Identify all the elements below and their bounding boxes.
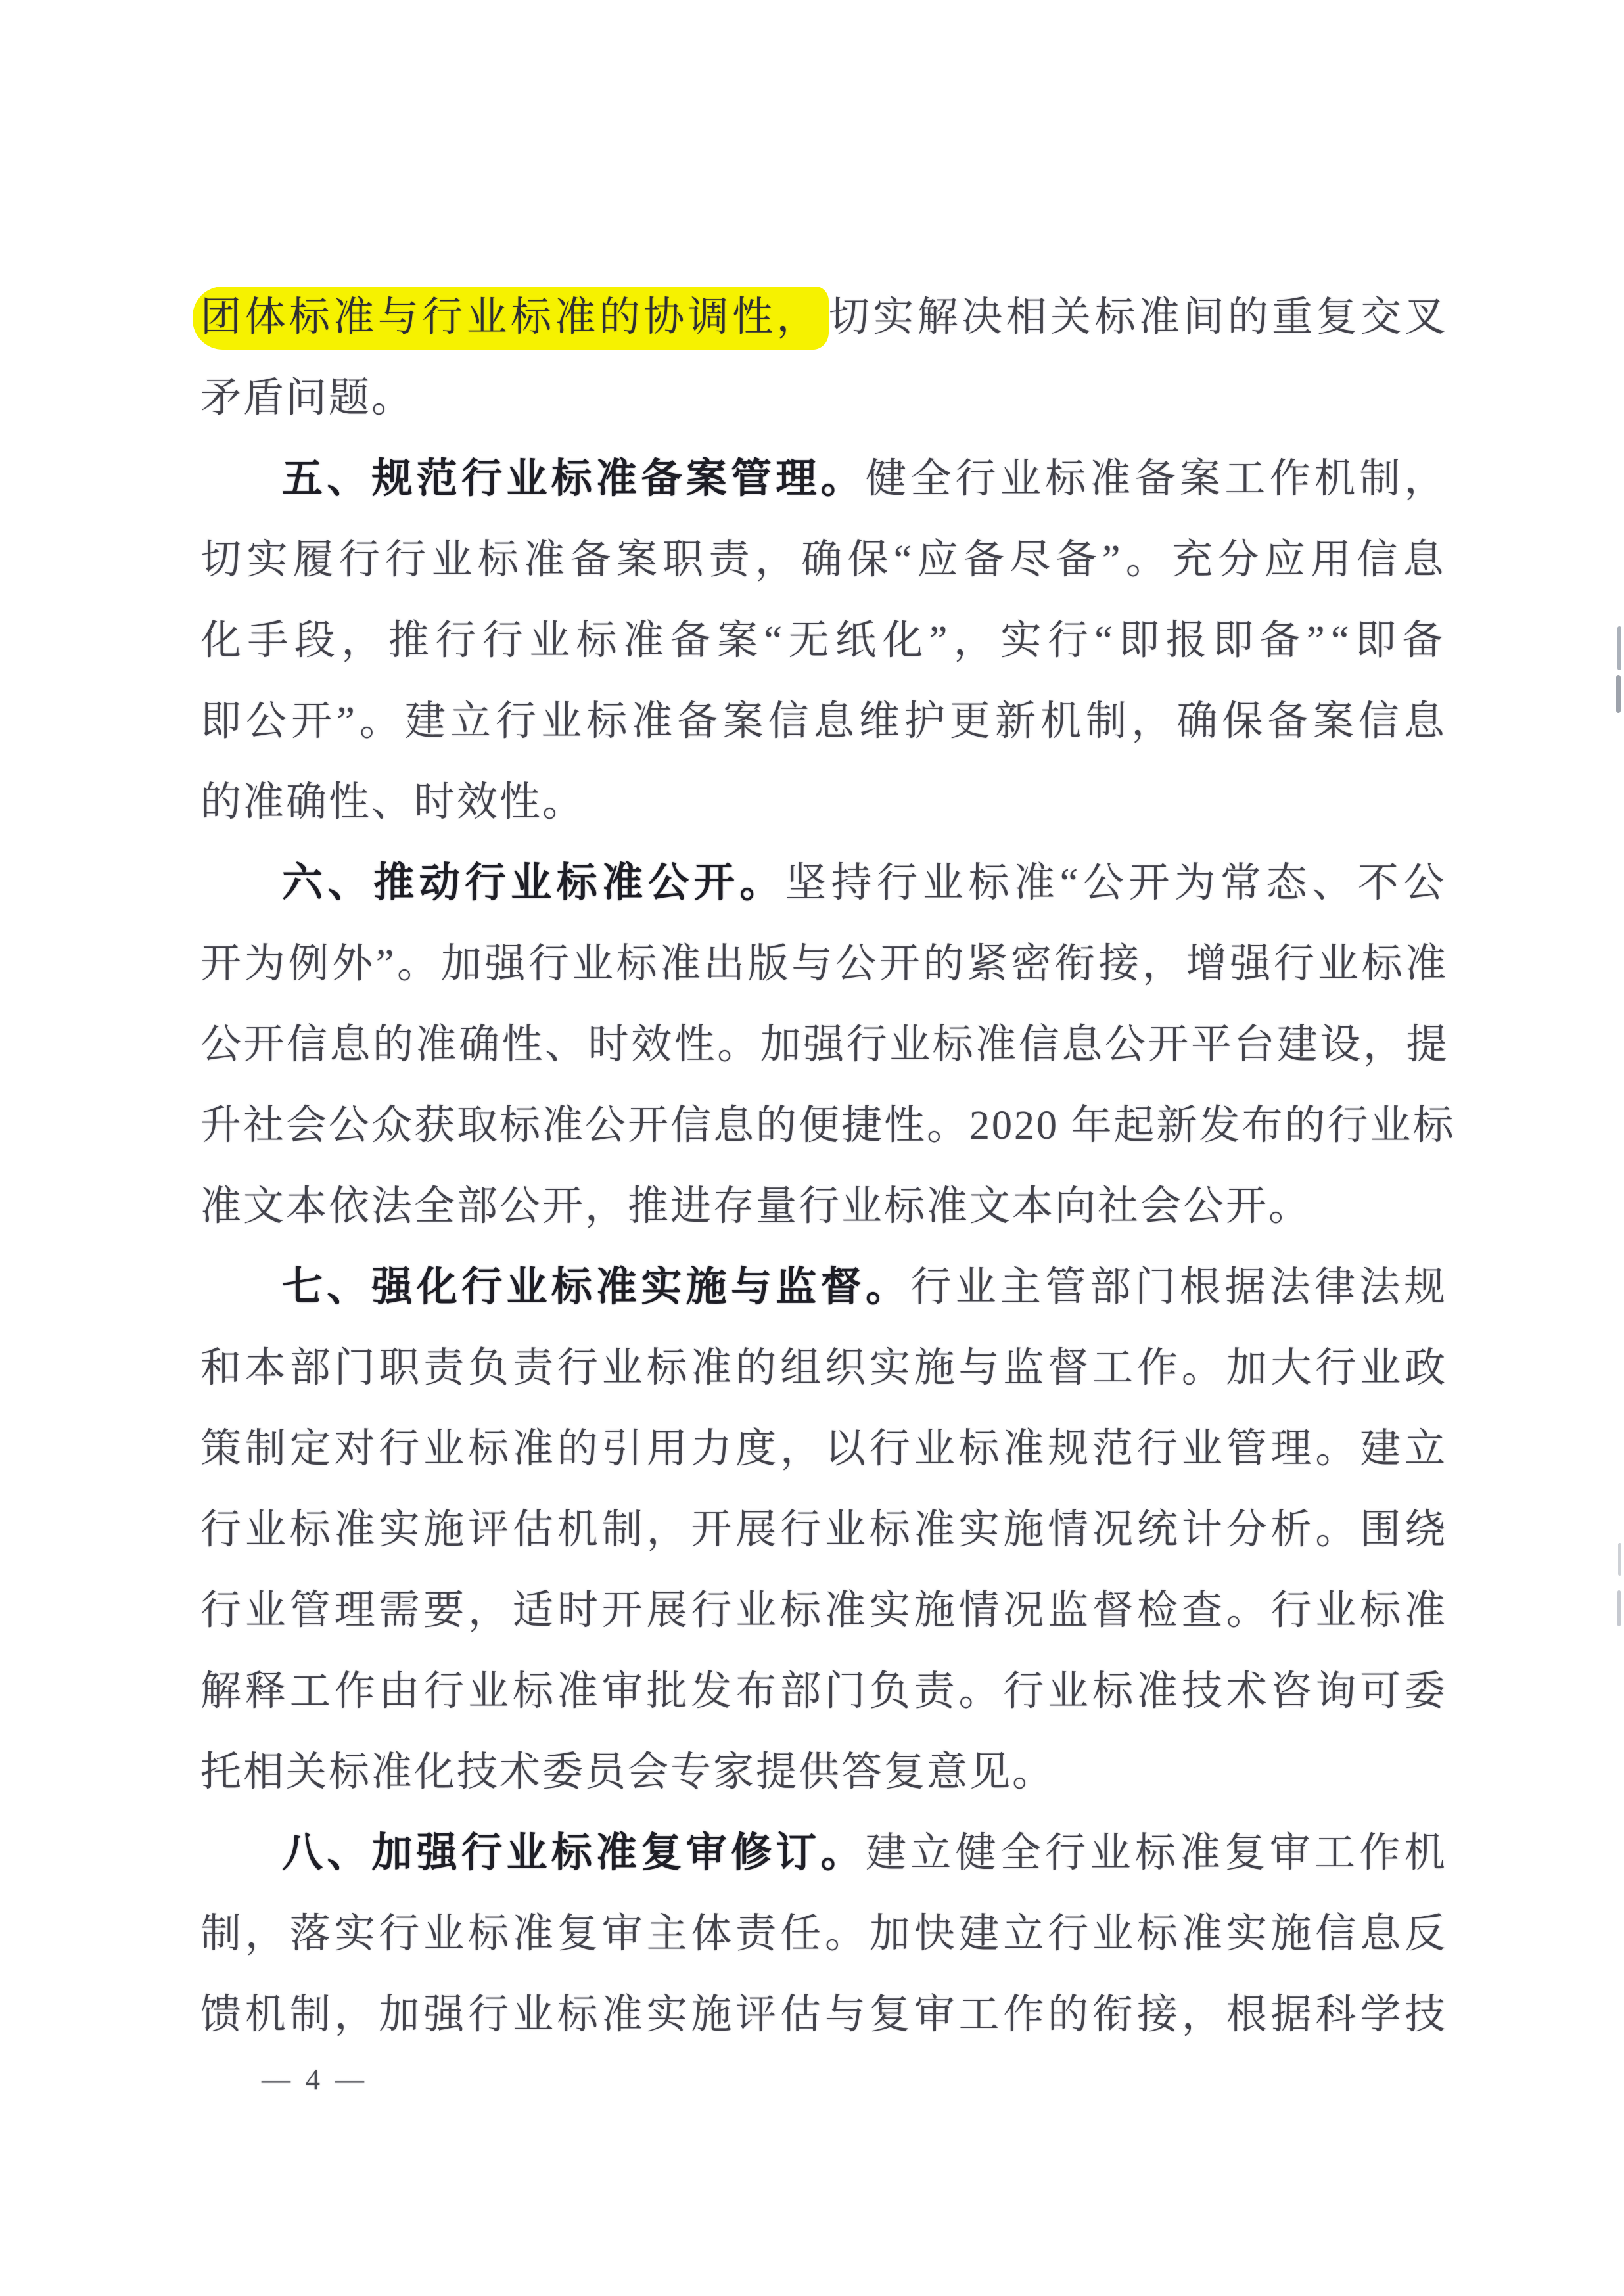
text-line-content bbox=[200, 1732, 1055, 1813]
text-line-content bbox=[200, 1166, 1311, 1247]
body-text: 的准确性、时效性。 bbox=[200, 780, 586, 825]
body-text: 切实解决相关标准间的重复交叉 bbox=[829, 295, 1449, 340]
text-line bbox=[200, 601, 1449, 681]
text-line-content bbox=[200, 681, 1449, 762]
text-line bbox=[200, 924, 1449, 1005]
text-line-content bbox=[200, 1409, 1449, 1490]
body-text: 准文本依法全部公开，推进存量行业标准文本向社会公开。 bbox=[200, 1184, 1312, 1229]
text-line-content bbox=[200, 1894, 1449, 1975]
text-line-content bbox=[282, 1247, 1449, 1328]
body-text: 建立健全行业标准复审工作机 bbox=[866, 1831, 1449, 1875]
body-text: 馈机制，加强行业标准实施评估与复审工作的衔接，根据科学技 bbox=[200, 1992, 1449, 2037]
text-line bbox=[200, 1975, 1449, 2055]
text-line-content bbox=[200, 1328, 1449, 1409]
body-text: 坚持行业标准“公开为常态、不公 bbox=[785, 861, 1449, 906]
scan-artifact bbox=[1616, 675, 1621, 713]
body-text: 矛盾问题。 bbox=[200, 376, 415, 421]
body-text: 升社会公众获取标准公开信息的便捷性。2020 年起新发布的行业标 bbox=[200, 1103, 1456, 1148]
text-line-content bbox=[200, 1651, 1449, 1732]
body-text: 健全行业标准备案工作机制， bbox=[866, 457, 1449, 501]
section-heading: 六、推动行业标准公开。 bbox=[282, 861, 785, 906]
body-text: 即公开”。建立行业标准备案信息维护更新机制，确保备案信息 bbox=[200, 699, 1449, 744]
text-line-content bbox=[200, 601, 1449, 681]
text-line-content bbox=[200, 520, 1449, 601]
text-line bbox=[200, 681, 1449, 762]
text-line bbox=[200, 762, 1449, 843]
text-line bbox=[200, 1651, 1449, 1732]
text-line-content bbox=[200, 1086, 1456, 1166]
document-body bbox=[200, 277, 1456, 2055]
text-line-content bbox=[200, 358, 414, 439]
page-number bbox=[262, 2060, 368, 2100]
text-line-content bbox=[200, 762, 585, 843]
text-line-content bbox=[282, 1813, 1449, 1894]
text-line bbox=[200, 1086, 1456, 1166]
text-line bbox=[200, 1732, 1449, 1813]
text-line bbox=[200, 1409, 1449, 1490]
text-line bbox=[200, 439, 1449, 520]
scan-artifact bbox=[1618, 1543, 1621, 1576]
text-line bbox=[200, 277, 1449, 358]
text-line bbox=[200, 1328, 1449, 1409]
text-line-content bbox=[200, 1571, 1449, 1651]
body-text: 切实履行行业标准备案职责，确保“应备尽备”。充分应用信息 bbox=[200, 538, 1449, 582]
body-text: 托相关标准化技术委员会专家提供答复意见。 bbox=[200, 1750, 1056, 1795]
text-line bbox=[200, 1166, 1449, 1247]
body-text: 公开信息的准确性、时效性。加强行业标准信息公开平台建设，提 bbox=[200, 1022, 1449, 1067]
body-text: 策制定对行业标准的引用力度，以行业标准规范行业管理。建立 bbox=[200, 1427, 1449, 1471]
section-heading: 七、强化行业标准实施与监督。 bbox=[282, 1265, 911, 1310]
text-line bbox=[200, 1005, 1449, 1086]
text-line-content bbox=[200, 1005, 1449, 1086]
body-text: 行业管理需要，适时开展行业标准实施情况监督检查。行业标准 bbox=[200, 1588, 1449, 1633]
text-line bbox=[200, 1571, 1449, 1651]
text-line bbox=[200, 843, 1449, 924]
section-heading: 八、加强行业标准复审修订。 bbox=[282, 1831, 866, 1875]
text-line bbox=[200, 1247, 1449, 1328]
text-line bbox=[200, 1813, 1449, 1894]
scan-artifact bbox=[1617, 626, 1621, 670]
text-line bbox=[200, 1490, 1449, 1571]
text-line bbox=[200, 520, 1449, 601]
text-line-content bbox=[200, 1490, 1449, 1571]
text-line bbox=[200, 1894, 1449, 1975]
body-text: 行业主管部门根据法律法规 bbox=[910, 1265, 1449, 1310]
scan-artifact bbox=[1617, 1590, 1621, 1626]
page-number-label: — 4 — bbox=[262, 2063, 368, 2096]
body-text: 开为例外”。加强行业标准出版与公开的紧密衔接，增强行业标准 bbox=[200, 942, 1449, 986]
text-line-content bbox=[200, 1975, 1449, 2055]
body-text: 化手段，推行行业标准备案“无纸化”，实行“即报即备”“即备 bbox=[200, 618, 1449, 663]
text-line-content bbox=[282, 843, 1449, 924]
text-line-content bbox=[200, 277, 1449, 358]
body-text: 制，落实行业标准复审主体责任。加快建立行业标准实施信息反 bbox=[200, 1912, 1449, 1956]
section-heading: 五、规范行业标准备案管理。 bbox=[282, 457, 866, 501]
text-line-content bbox=[200, 924, 1449, 1005]
body-text: 解释工作由行业标准审批发布部门负责。行业标准技术咨询可委 bbox=[200, 1669, 1449, 1714]
body-text: 和本部门职责负责行业标准的组织实施与监督工作。加大行业政 bbox=[200, 1346, 1449, 1390]
text-line-content bbox=[282, 439, 1449, 520]
body-text: 行业标准实施评估机制，开展行业标准实施情况统计分析。围绕 bbox=[200, 1507, 1449, 1552]
highlighted-phrase: 团体标准与行业标准的协调性， bbox=[193, 287, 829, 350]
text-line bbox=[200, 358, 1449, 439]
